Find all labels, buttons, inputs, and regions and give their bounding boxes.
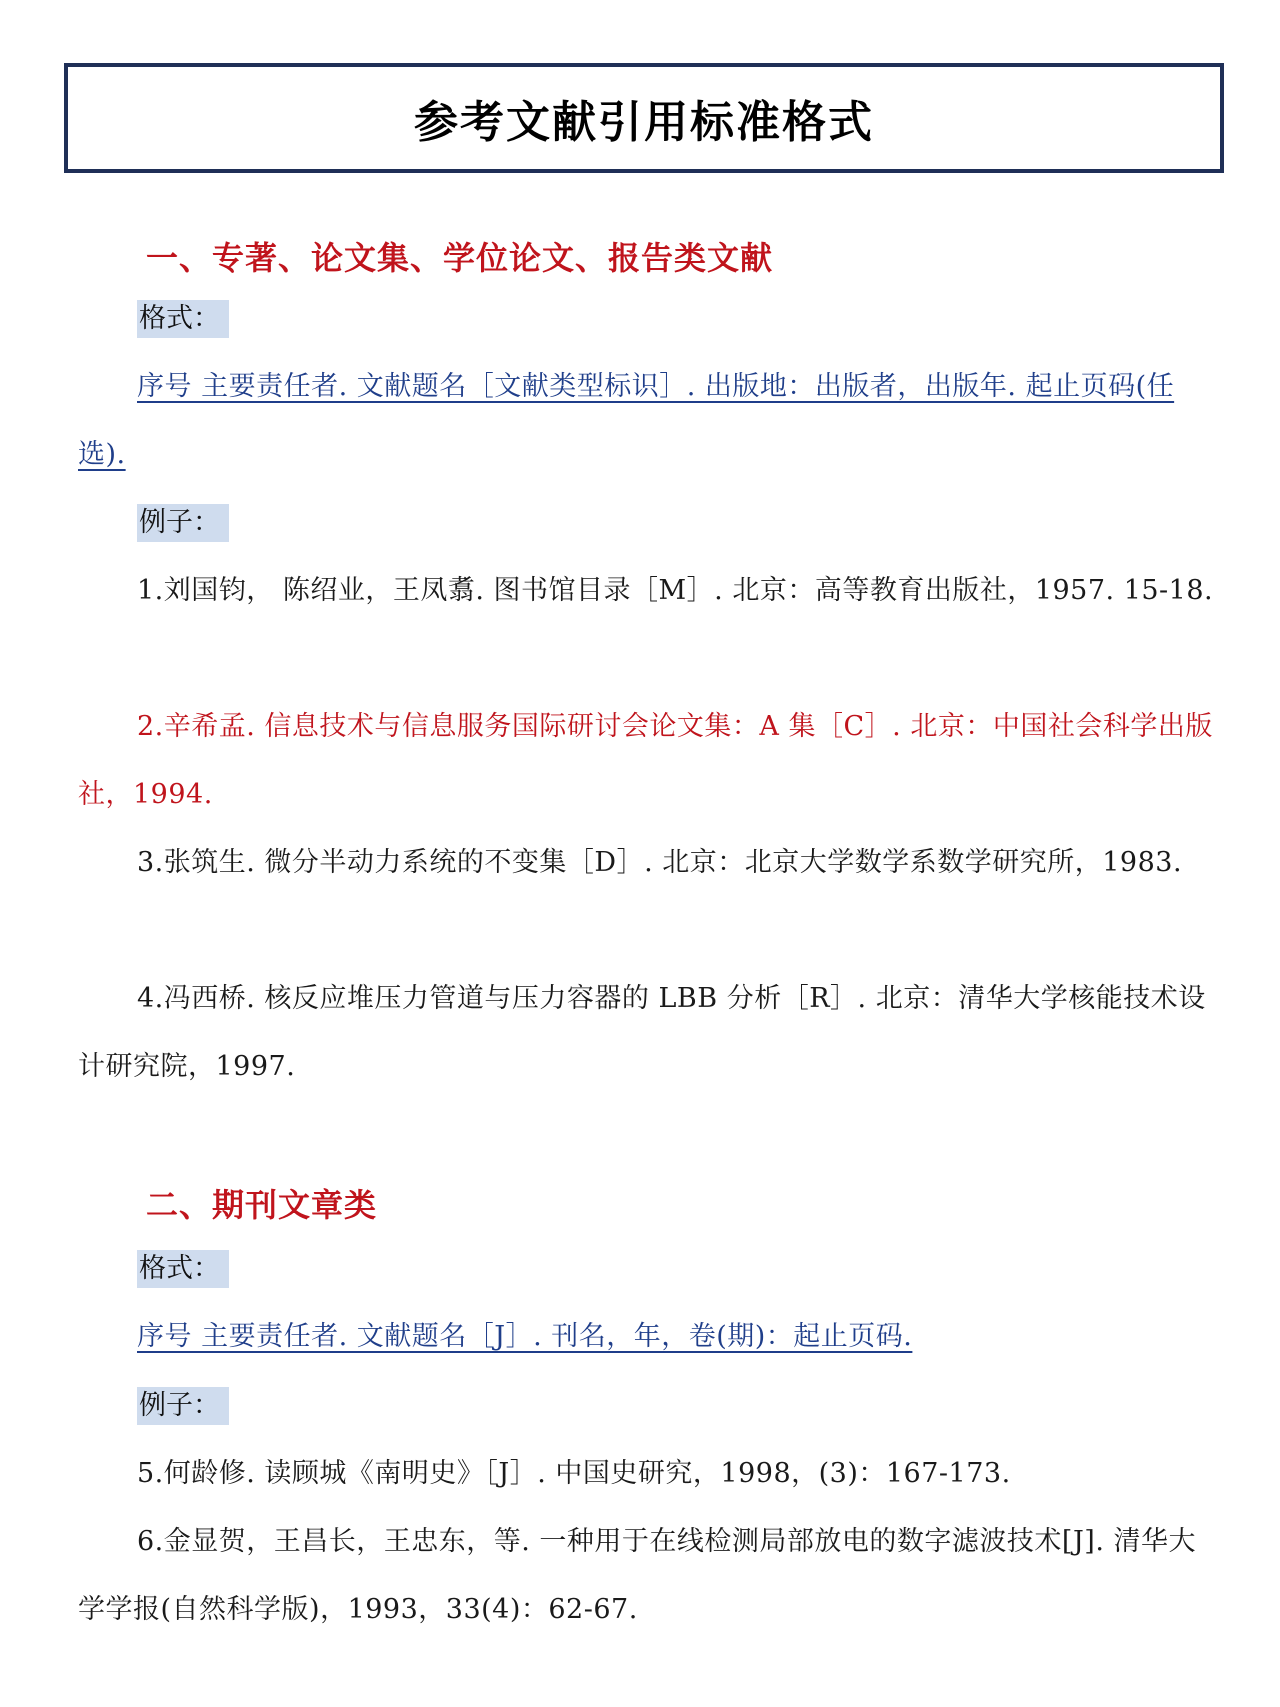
example-5: 5.何龄修. 读顾城《南明史》［J］. 中国史研究，1998，(3)：167-173. [137,1458,1011,1489]
section1-example-label: 例子： [137,504,229,542]
section2-format-text [78,1303,1218,1371]
section2-format-label: 格式： [137,1250,229,1288]
example-6: 6.金显贺，王昌长，王忠东，等. 一种用于在线检测局部放电的数字滤波技术[J]. 清华大学学报(自然科学版)，1993，33(4)：62-67. [78,1526,1196,1625]
example-2: 2.辛希孟. 信息技术与信息服务国际研讨会论文集：A 集［C］. 北京：中国社会科学出版社，1994. [78,711,1213,810]
title-box [64,63,1224,173]
section2-heading: 二、期刊文章类 [146,1186,378,1224]
example-1: 1.刘国钧， 陈绍业，王凤翥. 图书馆目录［M］. 北京：高等教育出版社，1957. 15-18. [137,575,1214,606]
section1-format-text-content: 序号 主要责任者. 文献题名［文献类型标识］. 出版地：出版者，出版年. 起止页码(任选). [78,371,1175,470]
section1-format-label: 格式： [137,300,229,338]
section2-format-text-content: 序号 主要责任者. 文献题名［J］. 刊名，年，卷(期)：起止页码. [137,1321,913,1352]
example-4: 4.冯西桥. 核反应堆压力管道与压力容器的 LBB 分析［R］. 北京：清华大学核能技术设计研究院，1997. [78,983,1206,1082]
example-3: 3.张筑生. 微分半动力系统的不变集［D］. 北京：北京大学数学系数学研究所，1983. [137,847,1183,878]
section2-example-label: 例子： [137,1387,229,1425]
page-title: 参考文献引用标准格式 [414,97,874,148]
section1-format-text [78,353,1218,489]
section1-heading: 一、专著、论文集、学位论文、报告类文献 [146,239,774,277]
